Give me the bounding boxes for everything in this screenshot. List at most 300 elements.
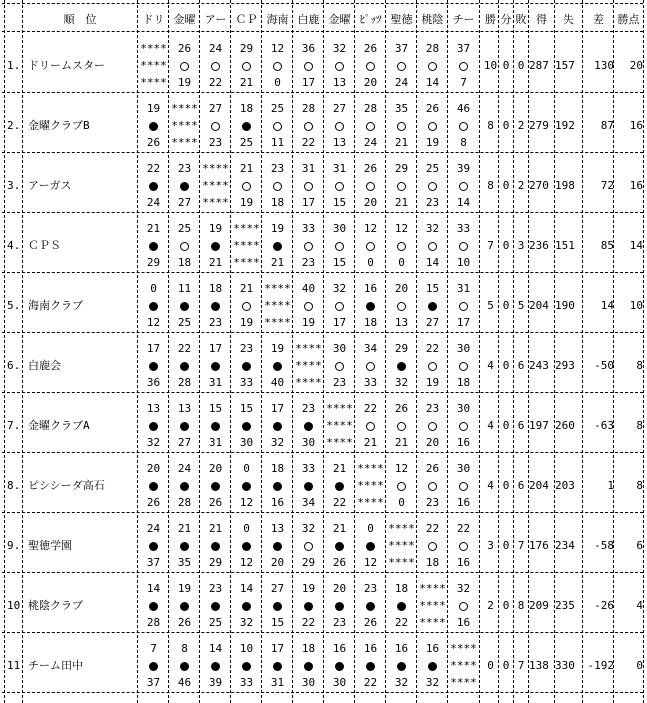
- score-against: 27: [177, 196, 192, 209]
- stat-l: 7: [517, 659, 525, 672]
- score-for: 23: [177, 162, 192, 175]
- match-result-text: [468, 119, 469, 120]
- win-mark: [366, 542, 375, 551]
- score-against: 21: [394, 136, 409, 149]
- match-result-text: [375, 119, 376, 120]
- score-against: 31: [208, 376, 223, 389]
- score-against: 27: [177, 436, 192, 449]
- match-result-text: [468, 539, 469, 540]
- match-result-text: [406, 179, 407, 180]
- score-for: 18: [270, 462, 285, 475]
- score-against: 32: [239, 616, 254, 629]
- match-result-text: [282, 539, 283, 540]
- header-diff: 差: [593, 13, 604, 26]
- match-result-text: [282, 239, 283, 240]
- score-against: 22: [301, 136, 316, 149]
- stat-gf: 236: [529, 239, 549, 252]
- match-result: [293, 179, 324, 192]
- match-result: [200, 299, 231, 312]
- score-for: 13: [146, 402, 161, 415]
- loss-mark: [335, 62, 344, 71]
- team-name: 海南クラブ: [28, 299, 83, 312]
- score-against: 0: [398, 256, 405, 269]
- score-against: 18: [425, 556, 440, 569]
- match-result-text: [158, 359, 159, 360]
- match-result-text: [344, 59, 345, 60]
- row-divider: [2, 632, 643, 633]
- header-scored: 得: [536, 13, 547, 26]
- score-against: 17: [301, 196, 316, 209]
- match-result-text: [158, 179, 159, 180]
- score-against: 46: [177, 676, 192, 689]
- match-result-text: [375, 359, 376, 360]
- stat-gf: 279: [529, 119, 549, 132]
- score-against: 12: [363, 556, 378, 569]
- score-for: 17: [270, 402, 285, 415]
- stat-l: 0: [517, 59, 525, 72]
- column-divider: [643, 0, 644, 703]
- score-against: 8: [460, 136, 467, 149]
- team-rank: 5.: [7, 299, 21, 312]
- loss-mark: [242, 182, 251, 191]
- score-against: 21: [394, 196, 409, 209]
- score-against: 30: [332, 676, 347, 689]
- self-match-cell: ****: [202, 196, 229, 209]
- match-result: [386, 59, 417, 72]
- match-result: [169, 179, 200, 192]
- match-result-text: [313, 659, 314, 660]
- loss-mark: [304, 242, 313, 251]
- score-against: 30: [239, 436, 254, 449]
- score-for: 35: [394, 102, 409, 115]
- stat-pt: 20: [629, 59, 643, 72]
- match-result: [138, 179, 169, 192]
- win-mark: [335, 482, 344, 491]
- team-rank: 6.: [7, 359, 21, 372]
- score-against: 29: [301, 556, 316, 569]
- score-for: 31: [332, 162, 347, 175]
- self-match-cell: ****: [171, 102, 198, 115]
- stat-l: 6: [517, 479, 525, 492]
- match-result: [386, 359, 417, 372]
- match-result: [355, 539, 386, 552]
- match-result-text: [406, 239, 407, 240]
- match-result: [448, 539, 479, 552]
- match-result-text: [220, 359, 221, 360]
- team-name: 聖徳学園: [28, 539, 72, 552]
- win-mark: [149, 422, 158, 431]
- match-result: [324, 59, 355, 72]
- score-against: 13: [332, 136, 347, 149]
- score-against: 19: [239, 316, 254, 329]
- stat-ga: 260: [555, 419, 575, 432]
- row-divider: [2, 212, 643, 213]
- team-rank: 7.: [7, 419, 21, 432]
- stat-w: 4: [487, 479, 494, 492]
- stat-l: 2: [517, 179, 525, 192]
- score-for: 14: [239, 582, 254, 595]
- match-result: [355, 359, 386, 372]
- score-for: 18: [394, 582, 409, 595]
- row-divider: [2, 392, 643, 393]
- match-result: [200, 359, 231, 372]
- match-result-text: [313, 59, 314, 60]
- score-against: 36: [146, 376, 161, 389]
- self-match-cell: ****: [140, 76, 167, 89]
- stat-df: -192: [587, 659, 614, 672]
- match-result-text: [468, 59, 469, 60]
- score-for: 29: [394, 162, 409, 175]
- score-against: 23: [425, 496, 440, 509]
- match-result-text: [282, 59, 283, 60]
- match-result-text: [251, 539, 252, 540]
- match-result-text: [313, 419, 314, 420]
- stat-pt: 8: [636, 479, 643, 492]
- stat-pt: 4: [636, 599, 643, 612]
- score-against: 23: [332, 616, 347, 629]
- loss-mark: [459, 542, 468, 551]
- stat-gf: 204: [529, 479, 549, 492]
- score-against: 25: [208, 616, 223, 629]
- score-for: 27: [332, 102, 347, 115]
- match-result: [324, 299, 355, 312]
- score-for: 26: [177, 42, 192, 55]
- win-mark: [304, 662, 313, 671]
- match-result: [138, 659, 169, 672]
- score-for: 11: [177, 282, 192, 295]
- score-for: 12: [394, 222, 409, 235]
- win-mark: [180, 542, 189, 551]
- match-result: [448, 239, 479, 252]
- team-name: ピシシーダ高石: [28, 479, 105, 492]
- match-result-text: [344, 119, 345, 120]
- score-against: 14: [456, 196, 471, 209]
- loss-mark: [397, 182, 406, 191]
- loss-mark: [459, 182, 468, 191]
- score-for: 22: [363, 402, 378, 415]
- score-against: 12: [146, 316, 161, 329]
- loss-mark: [397, 422, 406, 431]
- loss-mark: [304, 62, 313, 71]
- match-result: [417, 419, 448, 432]
- stat-gf: 204: [529, 299, 549, 312]
- match-result: [200, 539, 231, 552]
- self-match-cell: ****: [171, 119, 198, 132]
- match-result-text: [189, 179, 190, 180]
- self-match-cell: ****: [419, 582, 446, 595]
- match-result: [355, 419, 386, 432]
- win-mark: [149, 242, 158, 251]
- stat-df: 1: [607, 479, 614, 492]
- score-for: 22: [425, 522, 440, 535]
- score-for: 0: [150, 282, 157, 295]
- loss-mark: [459, 422, 468, 431]
- match-result: [138, 599, 169, 612]
- match-result: [293, 659, 324, 672]
- stat-ga: 235: [555, 599, 575, 612]
- match-result: [138, 299, 169, 312]
- score-for: 24: [146, 522, 161, 535]
- score-against: 30: [301, 676, 316, 689]
- stat-df: 72: [600, 179, 614, 192]
- win-mark: [273, 362, 282, 371]
- score-against: 17: [301, 76, 316, 89]
- score-for: 16: [332, 642, 347, 655]
- match-result: [231, 479, 262, 492]
- win-mark: [149, 602, 158, 611]
- match-result: [262, 479, 293, 492]
- team-rank: 4.: [7, 239, 21, 252]
- score-against: 30: [301, 436, 316, 449]
- self-match-cell: ****: [295, 376, 322, 389]
- match-result-text: [437, 119, 438, 120]
- score-for: 34: [363, 342, 378, 355]
- header-won: 勝: [485, 13, 496, 26]
- match-result-text: [437, 359, 438, 360]
- stat-w: 8: [487, 119, 494, 132]
- score-against: 23: [425, 196, 440, 209]
- score-for: 30: [456, 402, 471, 415]
- self-match-cell: ****: [326, 436, 353, 449]
- loss-mark: [366, 182, 375, 191]
- score-against: 10: [456, 256, 471, 269]
- match-result: [169, 59, 200, 72]
- score-for: 12: [363, 222, 378, 235]
- match-result: [293, 59, 324, 72]
- match-result: [355, 659, 386, 672]
- team-name: アーガス: [28, 179, 72, 192]
- score-against: 18: [456, 376, 471, 389]
- loss-mark: [335, 242, 344, 251]
- match-result: [417, 539, 448, 552]
- score-for: 19: [301, 582, 316, 595]
- score-for: 15: [208, 402, 223, 415]
- score-for: 20: [394, 282, 409, 295]
- score-against: 17: [332, 316, 347, 329]
- win-mark: [304, 602, 313, 611]
- score-against: 22: [394, 616, 409, 629]
- stat-ga: 234: [555, 539, 575, 552]
- score-against: 26: [332, 556, 347, 569]
- match-result-text: [344, 599, 345, 600]
- header-opponent: 金曜: [173, 13, 196, 26]
- self-match-cell: ****: [450, 676, 477, 689]
- match-result: [324, 539, 355, 552]
- match-result-text: [189, 59, 190, 60]
- score-against: 18: [177, 256, 192, 269]
- loss-mark: [335, 122, 344, 131]
- score-against: 21: [363, 436, 378, 449]
- match-result-text: [344, 179, 345, 180]
- match-result: [293, 299, 324, 312]
- match-result-text: [344, 239, 345, 240]
- match-result-text: [468, 419, 469, 420]
- loss-mark: [335, 182, 344, 191]
- match-result-text: [158, 599, 159, 600]
- win-mark: [242, 362, 251, 371]
- loss-mark: [304, 302, 313, 311]
- score-against: 32: [425, 676, 440, 689]
- match-result-text: [313, 239, 314, 240]
- score-against: 21: [208, 256, 223, 269]
- win-mark: [180, 602, 189, 611]
- stat-d: 0: [502, 179, 510, 192]
- win-mark: [242, 542, 251, 551]
- loss-mark: [397, 302, 406, 311]
- row-divider: [2, 692, 643, 693]
- loss-mark: [459, 122, 468, 131]
- score-for: 19: [270, 222, 285, 235]
- match-result: [324, 179, 355, 192]
- win-mark: [242, 122, 251, 131]
- match-result: [231, 299, 262, 312]
- match-result: [138, 119, 169, 132]
- stat-gf: 138: [529, 659, 549, 672]
- match-result-text: [344, 359, 345, 360]
- score-against: 19: [301, 316, 316, 329]
- stat-gf: 243: [529, 359, 549, 372]
- stat-df: -50: [594, 359, 614, 372]
- score-against: 21: [239, 76, 254, 89]
- score-for: 28: [363, 102, 378, 115]
- stat-gf: 197: [529, 419, 549, 432]
- team-rank: 2.: [7, 119, 21, 132]
- match-result: [138, 239, 169, 252]
- self-match-cell: ****: [264, 282, 291, 295]
- score-for: 23: [208, 582, 223, 595]
- match-result-text: [251, 479, 252, 480]
- score-against: 0: [274, 76, 281, 89]
- header-opponent: アー: [204, 13, 227, 26]
- stat-pt: 8: [636, 359, 643, 372]
- match-result-text: [437, 539, 438, 540]
- score-for: 16: [425, 642, 440, 655]
- team-name: チーム田中: [28, 659, 83, 672]
- score-for: 22: [146, 162, 161, 175]
- column-divider: [4, 0, 5, 703]
- header-opponent: 桃陰: [421, 13, 444, 26]
- stat-d: 0: [502, 539, 510, 552]
- score-against: 25: [177, 316, 192, 329]
- score-for: 15: [425, 282, 440, 295]
- match-result-text: [282, 479, 283, 480]
- score-for: 32: [301, 522, 316, 535]
- loss-mark: [242, 302, 251, 311]
- match-result: [231, 539, 262, 552]
- score-against: 29: [208, 556, 223, 569]
- loss-mark: [366, 122, 375, 131]
- match-result-text: [282, 179, 283, 180]
- team-name: ドリームスター: [28, 59, 105, 72]
- stat-df: 87: [600, 119, 614, 132]
- self-match-cell: ****: [140, 42, 167, 55]
- match-result: [200, 119, 231, 132]
- match-result-text: [282, 119, 283, 120]
- score-against: 22: [301, 616, 316, 629]
- score-against: 20: [425, 436, 440, 449]
- match-result-text: [220, 479, 221, 480]
- match-result: [200, 599, 231, 612]
- score-for: 10: [239, 642, 254, 655]
- score-for: 32: [332, 42, 347, 55]
- score-against: 22: [332, 496, 347, 509]
- self-match-cell: ****: [419, 599, 446, 612]
- loss-mark: [428, 542, 437, 551]
- match-result-text: [220, 299, 221, 300]
- match-result-text: [375, 599, 376, 600]
- score-for: 17: [208, 342, 223, 355]
- score-against: 28: [146, 616, 161, 629]
- match-result-text: [158, 119, 159, 120]
- score-for: 24: [208, 42, 223, 55]
- score-against: 19: [239, 196, 254, 209]
- match-result-text: [251, 179, 252, 180]
- self-match-cell: ****: [450, 659, 477, 672]
- match-result: [324, 479, 355, 492]
- match-result-text: [313, 179, 314, 180]
- score-against: 12: [239, 496, 254, 509]
- match-result-text: [375, 239, 376, 240]
- match-result-text: [220, 239, 221, 240]
- score-for: 30: [456, 462, 471, 475]
- match-result: [417, 479, 448, 492]
- score-for: 14: [208, 642, 223, 655]
- win-mark: [273, 602, 282, 611]
- score-for: 20: [332, 582, 347, 595]
- score-against: 37: [146, 556, 161, 569]
- score-for: 30: [332, 222, 347, 235]
- score-for: 39: [456, 162, 471, 175]
- self-match-cell: ****: [326, 402, 353, 415]
- score-for: 20: [146, 462, 161, 475]
- score-against: 39: [208, 676, 223, 689]
- loss-mark: [428, 242, 437, 251]
- loss-mark: [242, 62, 251, 71]
- score-for: 32: [332, 282, 347, 295]
- self-match-cell: ****: [233, 239, 260, 252]
- score-against: 16: [456, 556, 471, 569]
- loss-mark: [428, 482, 437, 491]
- score-for: 7: [150, 642, 157, 655]
- score-for: 26: [425, 102, 440, 115]
- stat-ga: 330: [555, 659, 575, 672]
- match-result: [417, 119, 448, 132]
- score-for: 19: [146, 102, 161, 115]
- loss-mark: [397, 122, 406, 131]
- row-divider: [2, 3, 643, 4]
- score-for: 22: [456, 522, 471, 535]
- score-against: 16: [456, 436, 471, 449]
- loss-mark: [273, 182, 282, 191]
- match-result: [386, 479, 417, 492]
- score-for: 36: [301, 42, 316, 55]
- match-result: [169, 539, 200, 552]
- header-opponent: チー: [452, 13, 475, 26]
- stat-d: 0: [502, 599, 510, 612]
- score-for: 21: [239, 282, 254, 295]
- header-opponent: ﾋﾟｯﾂ: [359, 13, 382, 26]
- team-name: 桃陰クラブ: [28, 599, 83, 612]
- win-mark: [211, 302, 220, 311]
- header-opponent: 海南: [266, 13, 289, 26]
- score-against: 23: [301, 256, 316, 269]
- match-result-text: [375, 659, 376, 660]
- score-against: 26: [146, 496, 161, 509]
- win-mark: [211, 602, 220, 611]
- loss-mark: [397, 62, 406, 71]
- score-for: 18: [301, 642, 316, 655]
- match-result: [231, 419, 262, 432]
